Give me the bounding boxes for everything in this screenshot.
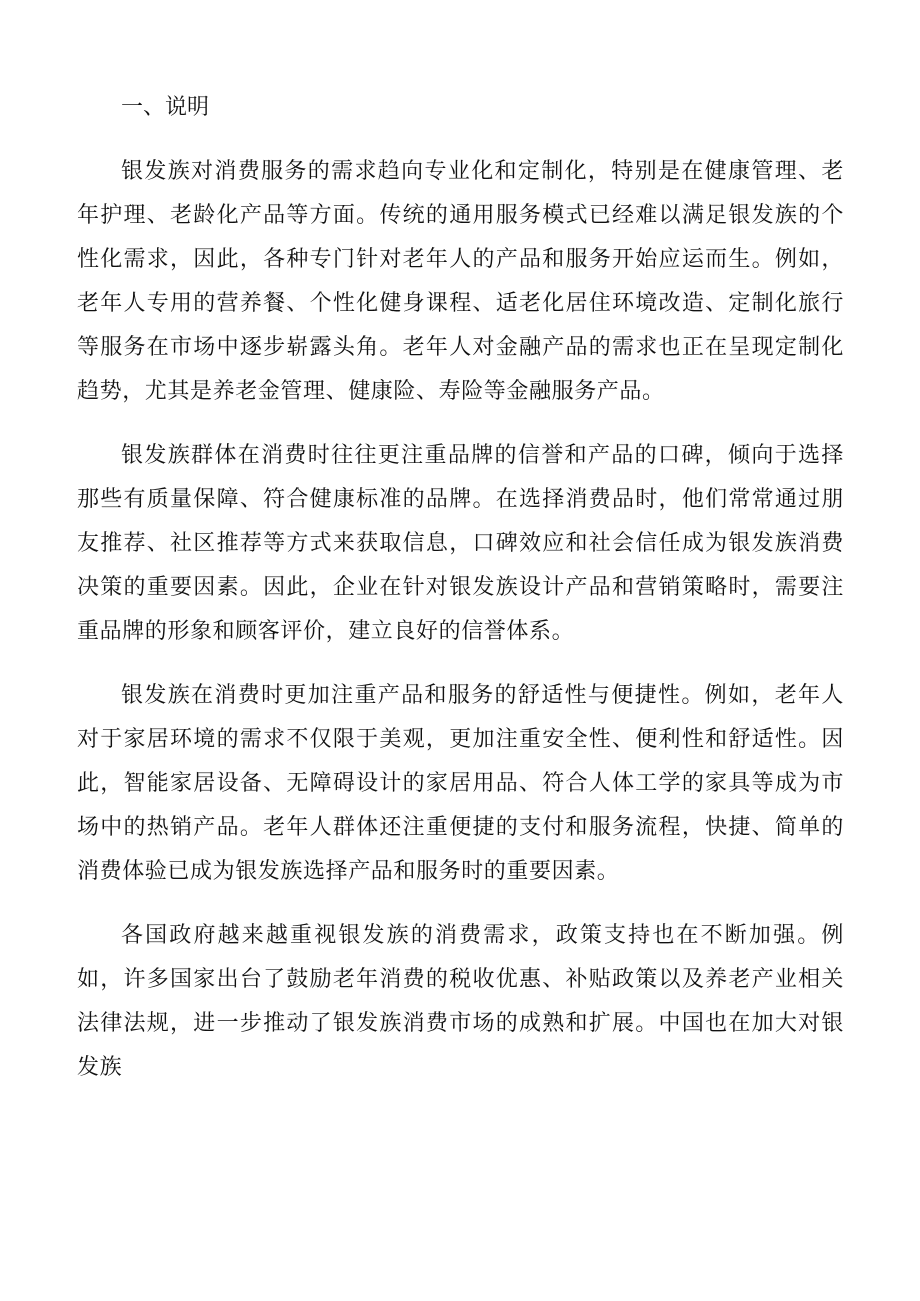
document-body [77,86,844,1110]
section-heading: 一、说明 [121,95,210,120]
paragraph-brand-reputation: 银发族群体在消费时往往更注重品牌的信誉和产品的口碑，倾向于选择那些有质量保障、符合健康标准的品牌。在选择消费品时，他们常常通过朋友推荐、社区推荐等方式来获取信息，口碑效应和社会信任成为银发族消费决策的重要因素。因此，企业在针对银发族设计产品和营销策略时，需要注重品牌的形象和顾客评价，建立良好的信誉体系。 [77,443,844,644]
paragraph-policy-support: 各国政府越来越重视银发族的消费需求，政策支持也在不断加强。例如，许多国家出台了鼓励老年消费的税收优惠、补贴政策以及养老产业相关法律法规，进一步推动了银发族消费市场的成熟和扩展。中国也在加大对银发族 [77,923,844,1080]
paragraph-customization: 银发族对消费服务的需求趋向专业化和定制化，特别是在健康管理、老年护理、老龄化产品等方面。传统的通用服务模式已经难以满足银发族的个性化需求，因此，各种专门针对老年人的产品和服务开始应运而生。例如，老年人专用的营养餐、个性化健身课程、适老化居住环境改造、定制化旅行等服务在市场中逐步崭露头角。老年人对金融产品的需求也正在呈现定制化趋势，尤其是养老金管理、健康险、寿险等金融服务产品。 [77,159,844,404]
paragraph-comfort-convenience: 银发族在消费时更加注重产品和服务的舒适性与便捷性。例如，老年人对于家居环境的需求不仅限于美观，更加注重安全性、便利性和舒适性。因此，智能家居设备、无障碍设计的家居用品、符合人体工学的家具等成为市场中的热销产品。老年人群体还注重便捷的支付和服务流程，快捷、简单的消费体验已成为银发族选择产品和服务时的重要因素。 [77,683,844,884]
